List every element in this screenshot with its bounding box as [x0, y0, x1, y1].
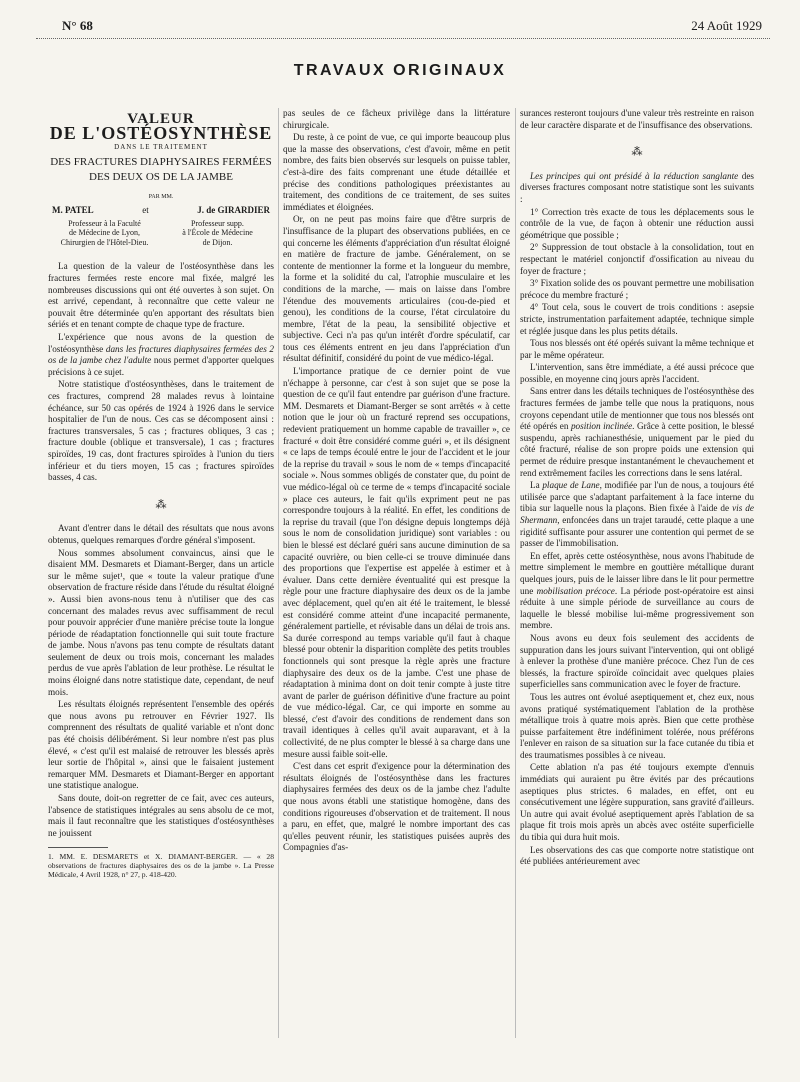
- text-span: La: [530, 480, 543, 491]
- author-conjunction: et: [142, 205, 149, 216]
- title-line: DANS LE TRAITEMENT: [114, 143, 208, 152]
- text-span: , modifiée par l'un de nous, a toujours été utilisée parce que s'adaptant parfaitement à la face interne du tibia sur laquelle nous la plaçons. Bien fixée à l'aide de: [520, 480, 754, 514]
- column-3: [520, 108, 754, 869]
- paragraph: Avant d'entrer dans le détail des résultats que nous avons obtenus, quelques remarques d'ordre général s'imposent.: [48, 523, 274, 545]
- paragraph: Tous nos blessés ont été opérés suivant la même technique et par le même opérateur.: [520, 338, 754, 360]
- title-line: DE L'OSTÉOSYNTHÈSE: [49, 122, 273, 143]
- issue-number: N° 68: [62, 18, 93, 33]
- title-line: DES DEUX OS DE LA JAMBE: [89, 170, 233, 183]
- affiliation: Professeur supp. à l'École de Médecine de Dijon.: [182, 218, 253, 247]
- list-item: 4° Tout cela, sous le couvert de trois conditions : asepsie stricte, instrumentation parfaitement adaptée, technique simple et réglée jusque dans les plus petits détails.: [520, 302, 754, 336]
- italic-span: plaque de Lane: [542, 480, 600, 491]
- text-span: En effet, après cette ostéosynthèse, nous avons l'habitude de mettre simplement le membre en gouttière métallique durant quelques jours, puis de le laisser libre dans le lit pour permettre une: [520, 550, 754, 596]
- paragraph: Sans doute, doit-on regretter de ce fait, avec ces auteurs, l'absence de statistiques intégrales au sens absolu de ce mot, mais il faut reconnaître que les statistiques d'ostéosynthèses ne jouissent: [48, 793, 274, 838]
- author-name: M. PATEL: [52, 205, 94, 216]
- footnote: 1. MM. E. DESMARETS et X. DIAMANT-BERGER. — « 28 observations de fractures diaphysaires des os de la jambe ». La Presse Médicale, 4 Avril 1928, n° 27, p. 418-420.: [48, 852, 274, 880]
- text-span: , enfoncées dans un trajet taraudé, cette plaque a une rigidité suffisante pour assurer une contention qui permet de se passer de l'immobilisation.: [520, 515, 754, 549]
- paragraph: [520, 386, 754, 479]
- column-divider: [515, 108, 516, 1038]
- column-2: [283, 108, 510, 855]
- paragraph: Les observations des cas que comporte notre statistique ont été publiées antérieurement avec: [520, 844, 754, 867]
- paragraph: La question de la valeur de l'ostéosynthèse dans les fractures fermées reste encore mal fixée, malgré les nombreuses discussions qui ont été ouvertes à son sujet. On est arrivé, cependant, à reconnaître que cette valeur ne pouvait être déterminée qu'en apportant des résultats bien sériés et en tenant compte de chaque type de fracture.: [48, 261, 274, 330]
- header-divider: [36, 38, 770, 39]
- text-span: nous permet d'apporter quelques précisions à ce sujet.: [48, 355, 274, 377]
- paragraph: Tous les autres ont évolué aseptiquement et, chez eux, nous avons pratiqué systématiquement l'ablation de la prothèse métallique trois à quatre mois après. Bien que cette prothèse puisse parfaitement être indéfiniment tolérée, nous préférons l'enlever en raison de sa situation sur la face cutanée du tibia et des traumatismes possibles à ce niveau.: [520, 691, 754, 760]
- paragraph: Or, on ne peut pas moins faire que d'être surpris de l'insuffisance de la plupart des observations publiées, en ce qui concerne les éléments d'appréciation d'un résultat éloigné en matière de fracture de jambe. Généralement, on se contente de mentionner la forme et la longueur du membre, la forme et la solidité du cal, l'atrophie musculaire et les conditions de la marche, — mais on laisse dans l'ombre l'étendue des mouvements articulaires (cou-de-pied et genou), les conditions de la course, l'état circulatoire du membre, l'état de la peau, la sensibilité objective et subjective. Ceci n'a pas qu'un intérêt d'ordre spéculatif, car tous ces éléments entrent en jeu dans l'appréciation d'un résultat définitif, considéré du point de vue médico-légal.: [283, 214, 510, 364]
- paragraph: Les résultats éloignés représentent l'ensemble des opérés que nous avons pu retrouver en Février 1927. Ils comprennent des résultats de qualité variable et n'ont donc pas été choisis délibérément. Si leur nombre n'est pas plus élevé, « c'est qu'il est malaisé de retrouver les blessés après leur sortie de l'hôpital », ainsi que le faisaient justement remarquer MM. Desmarets et Diamant-Berger en apportant une statistique analogue.: [48, 699, 274, 791]
- list-item: 2° Suppression de tout obstacle à la consolidation, tout en respectant le matériel conjonctif d'ossification au niveau du foyer de fracture ;: [520, 242, 754, 276]
- column-1: [48, 108, 274, 880]
- authors: [52, 205, 270, 217]
- author-name: J. de GIRARDIER: [197, 205, 270, 216]
- paragraph: surances resteront toujours d'une valeur très restreinte en raison de leur caractère disparate et de l'insuffisance des observations.: [520, 108, 754, 130]
- article-title: [48, 111, 274, 184]
- paragraph: [520, 551, 754, 632]
- paragraph: C'est dans cet esprit d'exigence pour la détermination des résultats éloignés de l'ostéosynthèse dans les fractures diaphysaires fermées des deux os de la jambe chez l'adulte que nous avons établi une statistique homogène, dans des conditions rigoureuses d'observation et de traitement. Il nous a paru, en effet, que, malgré le nombre important des cas qu'elles peuvent réunir, les statistiques puisées auprès des Compagnies d'as-: [283, 761, 510, 853]
- section-separator: ⁂: [631, 146, 643, 159]
- title-line: VALEUR: [127, 111, 195, 127]
- text-span: Sans entrer dans les détails techniques de l'ostéosynthèse des fractures fermées de jambe telle que nous la pratiquons, nous croyons cependant utile de mentionner que tous nos blessés ont été opérés en: [520, 386, 754, 432]
- column-divider: [278, 108, 279, 1038]
- paragraph: Notre statistique d'ostéosynthèses, dans le traitement de ces fractures, comprend 28 malades revus à lointaine échéance, sur 50 cas opérés de 1924 à 1926 dans le service hospitalier de l'un de nous. Ces cas se décomposent ainsi : fractures transversales, 5 cas ; fractures obliques, 3 cas ; fracture double (oblique et transversale), 1 cas ; fractures spiroïdes, 19 cas, dont fractures spiroïdes à l'union du tiers inférieur et du tiers moyen, 15 cas ; fractures spiroïdes basses, 4 cas.: [48, 379, 274, 483]
- italic-span: Les principes qui ont présidé à la réduction sanglante: [530, 170, 739, 181]
- paragraph: Nous avons eu deux fois seulement des accidents de suppuration dans les jours suivant l'intervention, qui ont obligé à enlever la prothèse d'une manière précoce. Chez l'un de ces blessés, la fracture spiroïde coïncidait avec quelques plaies superficielles sans communication avec le foyer de fracture.: [520, 632, 754, 690]
- paragraph: [520, 171, 754, 206]
- section-separator: ⁂: [155, 498, 167, 511]
- section-title: TRAVAUX ORIGINAUX: [293, 62, 507, 79]
- byline-par: PAR MM.: [148, 193, 174, 200]
- paragraph: Nous sommes absolument convaincus, ainsi que le disaient MM. Desmarets et Diamant-Berger, dans un article sur le même sujet¹, que « toute la valeur pratique d'une observation de fracture réside dans l'étude du résultat éloigné ». Aussi bien avons-nous tenu à n'utiliser que des cas concernant des malades revus avec suffisamment de recul pour pouvoir apprécier d'une manière précise toute la longue période de réadaptation fonctionnelle qui suit toute fracture de jambe. Nous n'avons pas tenu compte de résultats datant seulement de deux ou trois mois, concernant les malades perdus de vue après l'ablation de leur prothèse. Le résultat le moins éloigné dans notre statistique date, cependant, de neuf mois.: [48, 547, 274, 697]
- italic-span: dans les fractures diaphysaires fermées des 2 os de la jambe chez l'adulte: [48, 343, 274, 366]
- paragraph: pas seules de ce fâcheux privilège dans la littérature chirurgicale.: [283, 108, 510, 130]
- text-span: . La période post-opératoire est ainsi réduite à une simple période de surveillance au cours de laquelle le blessé mobilise lui-même progressivement son membre.: [520, 585, 755, 631]
- title-line: DES FRACTURES DIAPHYSAIRES FERMÉES: [50, 155, 272, 168]
- affiliation: Professeur à la Faculté de Médecine de Lyon, Chirurgien de l'Hôtel-Dieu.: [60, 218, 149, 247]
- paragraph: [48, 332, 274, 378]
- list-item: 1° Correction très exacte de tous les déplacements sous le contrôle de la vue, de façon à obtenir une réduction aussi géométrique que possible ;: [520, 206, 754, 240]
- text-span: . Grâce à cette position, le blessé suspendu, après rachianesthésie, uniquement par le pied du côté fracturé, réalise de son propre poids une extension qui permet de réduire presque instantanément le chevauchement et rend extrêmement faciles les corrections dans le sens latéral.: [520, 421, 754, 478]
- issue-date: 24 Août 1929: [691, 18, 762, 33]
- italic-span: vis de Shermann: [520, 503, 754, 525]
- italic-span: mobilisation précoce: [536, 585, 615, 596]
- text-span: L'expérience que nous avons de la question de l'ostéosynthèse: [48, 332, 274, 354]
- footnote-rule: [48, 847, 108, 848]
- text-span: des diverses fractures composant notre statistique sont les suivants :: [520, 170, 754, 204]
- paragraph: Cette ablation n'a pas été toujours exempte d'ennuis immédiats qui auraient pu être évités par des précautions aseptiques plus strictes. 6 malades, en effet, ont eu consécutivement une légère suppuration, sans gravité d'ailleurs. Un autre qui avait évolué aseptiquement après l'ablation de sa plaque fit trois mois après un abcès avec ostéite superficielle du tibia qui dura huit mois.: [520, 762, 754, 843]
- affiliations: [48, 219, 274, 248]
- list-item: 3° Fixation solide des os pouvant permettre une mobilisation précoce du membre fracturé ;: [520, 278, 754, 300]
- paragraph: Du reste, à ce point de vue, ce qui importe beaucoup plus que la masse des observations, c'est d'avoir, même en petit nombre, des faits bien observés sur lesquels on puisse tabler, c'est-à-dire des faits comprenant une étude détaillée et précise des conditions pathologiques préexistantes au traitement, des conditions de ce traitement, de ses suites immédiates et éloignées.: [283, 132, 510, 212]
- paragraph: [520, 480, 754, 550]
- paragraph: L'intervention, sans être immédiate, a été aussi précoce que possible, en moyenne cinq jours après l'accident.: [520, 362, 754, 384]
- italic-span: position inclinée: [570, 421, 633, 432]
- paragraph: L'importance pratique de ce dernier point de vue n'échappe à personne, car c'est à son sujet que se pose la question de ce qu'il faut entendre par guérison d'une fracture. MM. Desmarets et Diamant-Berger se sont arrêtés « à cette notion que le jour où un fracturé reprend ses occupations, redevient pratiquement un homme capable de travailler », ce fracturé « doit être considéré comme guéri », et ils désignent « ce laps de temps écoulé entre le jour de l'accident et le jour de la reprise du travail » sous le nom de « temps d'incapacité sociale ». Nous sommes obligés de constater que, du point de vue médico-légal où ce terme de « temps d'incapacité sociale » place ces auteurs, le fait qu'ils expriment peut ne pas correspondre toujours à la réalité. En effet, les conditions de la reprise du travail (que l'on désigne depuis longtemps déjà sous le nom de consolidation juridique) sont variables : ou bien le blessé est déclaré guéri sans aucune diminution de sa capacité ouvrière, ou bien celle-ci se trouve diminuée dans des proportions que l'expertise est appelée à estimer et à évaluer. Dans cette dernière éventualité qui est presque la règle pour une fracture diaphysaire des deux os de la jambe avec déplacement, quel qu'en ait été le traitement, le blessé est considéré comme atteint d'une incapacité permanente, généralement partielle, et révisable dans un délai de trois ans. Sa durée correspond au temps variable qu'il faut à chaque blessé pour obtenir la disparition complète des petits troubles fonctionnels qui sont presque la règle après une fracture diaphysaire des deux os de la jambe. C'est une phase de réadaptation à minima dont on doit tenir compte à juste titre avant de parler de guérison définitive d'une fracture au point de vue médico-légal. Car, ce qui importe en somme au blessé, c'est d'avoir des conditions de rendement dans son travail identiques à celles qu'il avait auparavant, et à la collectivité, de ne plus compter le blessé à sa charge dans une mesure aussi faible soit-elle.: [283, 366, 510, 759]
